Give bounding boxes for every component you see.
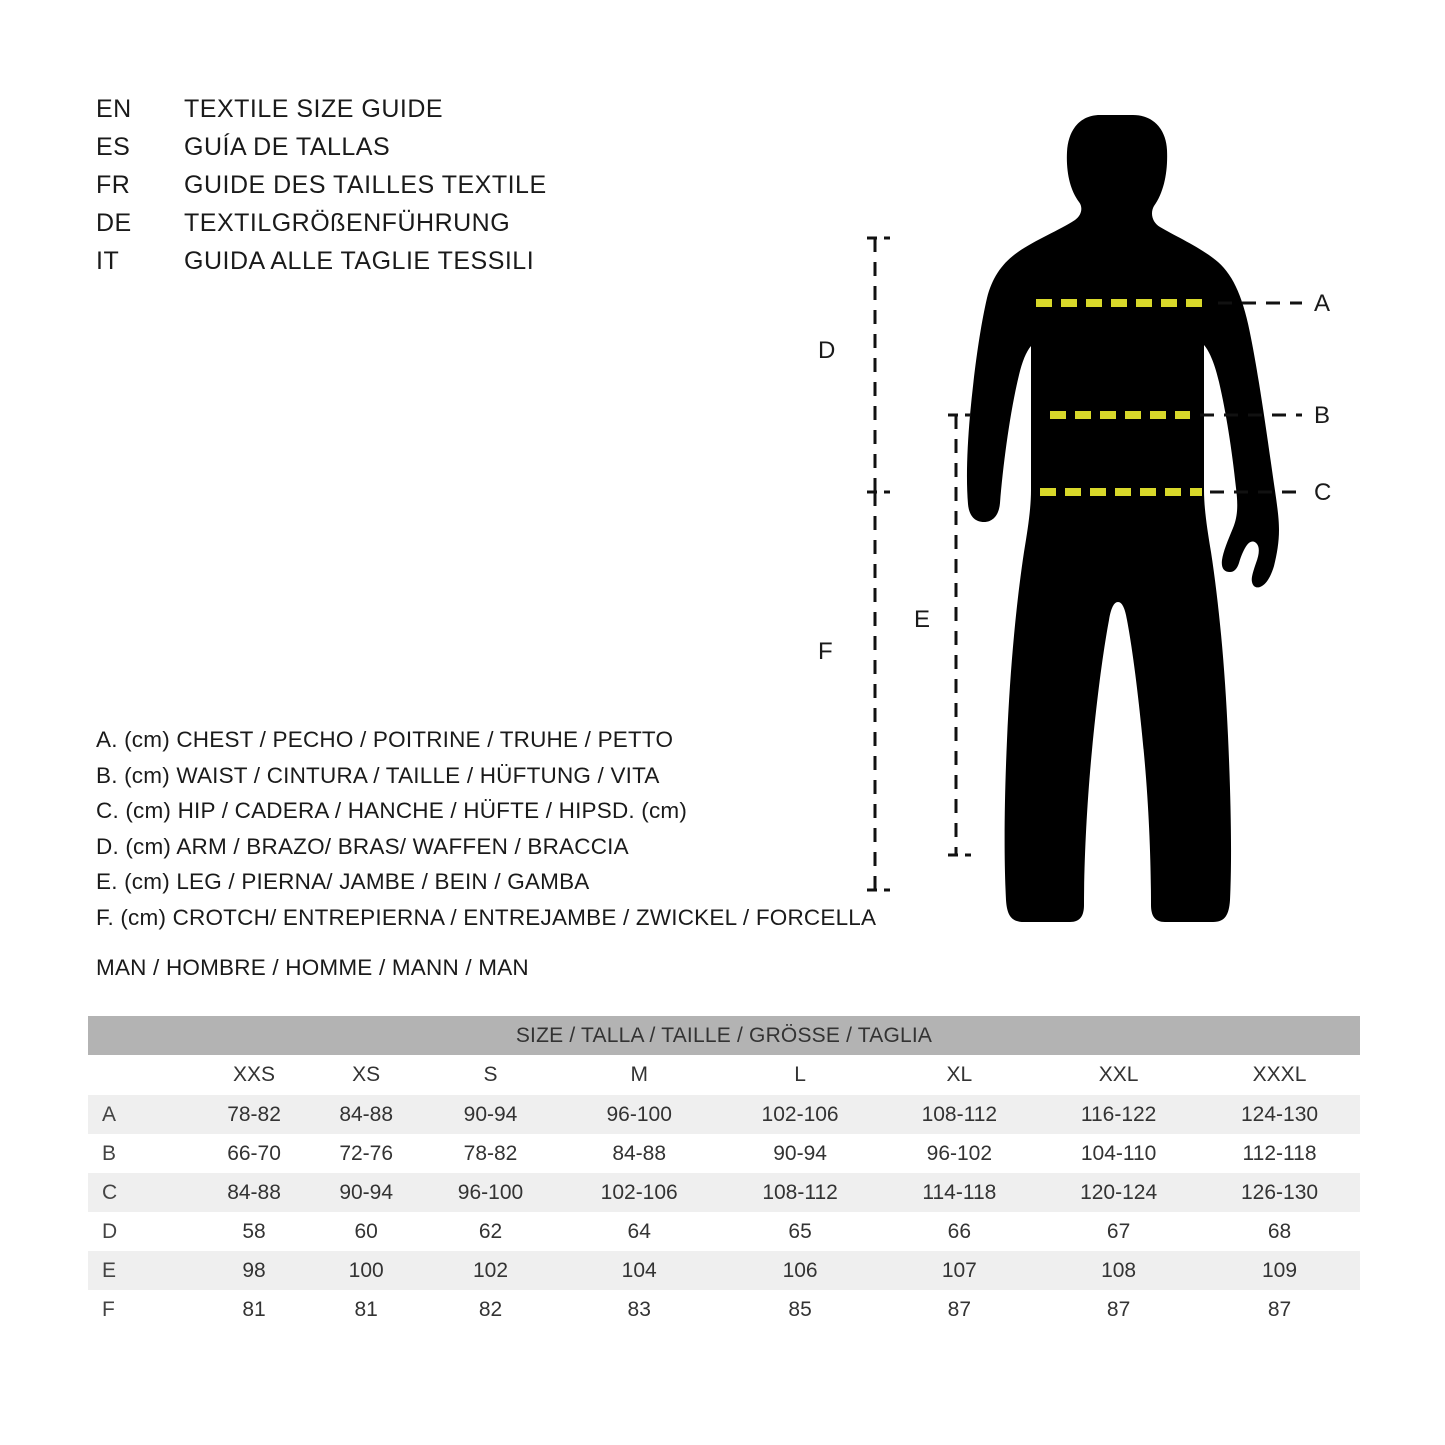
cell-e-xs: 100	[310, 1251, 422, 1290]
cell-f-xxxl: 87	[1199, 1290, 1360, 1329]
cell-f-xs: 81	[310, 1290, 422, 1329]
cell-d-xxs: 58	[198, 1212, 310, 1251]
table-col-xxl: XXL	[1038, 1055, 1199, 1095]
cell-c-xl: 114-118	[881, 1173, 1039, 1212]
table-col-xs: XS	[310, 1055, 422, 1095]
cell-e-xxs: 98	[198, 1251, 310, 1290]
cell-e-l: 106	[720, 1251, 881, 1290]
figure-label-e: E	[914, 606, 931, 633]
size-table	[88, 1016, 1360, 1329]
row-label-b: B	[88, 1134, 198, 1173]
legend-item-b: B. (cm) WAIST / CINTURA / TAILLE / HÜFTUNG / VITA	[96, 762, 660, 788]
title-row-de	[96, 204, 736, 242]
cell-e-s: 102	[422, 1251, 559, 1290]
cell-b-xxl: 104-110	[1038, 1134, 1199, 1173]
cell-b-s: 78-82	[422, 1134, 559, 1173]
cell-a-xxl: 116-122	[1038, 1095, 1199, 1134]
table-row	[88, 1173, 1360, 1212]
legend-item-e: E. (cm) LEG / PIERNA/ JAMBE / BEIN / GAMBA	[96, 869, 590, 894]
cell-d-xl: 66	[881, 1212, 1039, 1251]
row-label-d: D	[88, 1212, 198, 1251]
figure-label-c: C	[1314, 479, 1332, 506]
title-text-en: TEXTILE SIZE GUIDE	[184, 95, 444, 123]
title-lang-en: EN	[96, 95, 132, 123]
cell-d-s: 62	[422, 1212, 559, 1251]
table-column-header-row	[88, 1055, 1360, 1095]
table-col-l: L	[720, 1055, 881, 1095]
cell-a-l: 102-106	[720, 1095, 881, 1134]
title-text-es: GUÍA DE TALLAS	[184, 133, 391, 161]
legend-item-c: C. (cm) HIP / CADERA / HANCHE / HÜFTE / HIPSD. (cm)	[96, 798, 688, 823]
cell-c-xxs: 84-88	[198, 1173, 310, 1212]
table-band-label: SIZE / TALLA / TAILLE / GRÖSSE / TAGLIA	[88, 1016, 1360, 1055]
table-col-s: S	[422, 1055, 559, 1095]
row-label-a: A	[88, 1095, 198, 1134]
cell-b-xs: 72-76	[310, 1134, 422, 1173]
figure-label-a: A	[1314, 290, 1331, 317]
cell-d-xxl: 67	[1038, 1212, 1199, 1251]
cell-a-xl: 108-112	[881, 1095, 1039, 1134]
cell-b-l: 90-94	[720, 1134, 881, 1173]
legend-item-a: A. (cm) CHEST / PECHO / POITRINE / TRUHE / PETTO	[96, 727, 674, 752]
title-lang-de: DE	[96, 209, 132, 237]
title-lang-fr: FR	[96, 171, 131, 199]
title-row-es	[96, 128, 736, 166]
cell-e-xxl: 108	[1038, 1251, 1199, 1290]
cell-f-l: 85	[720, 1290, 881, 1329]
cell-d-xs: 60	[310, 1212, 422, 1251]
row-label-c: C	[88, 1173, 198, 1212]
cell-e-xl: 107	[881, 1251, 1039, 1290]
cell-f-m: 83	[559, 1290, 720, 1329]
cell-d-xxxl: 68	[1199, 1212, 1360, 1251]
title-text-it: GUIDA ALLE TAGLIE TESSILI	[184, 247, 535, 275]
cell-b-xl: 96-102	[881, 1134, 1039, 1173]
title-row-fr	[96, 166, 736, 204]
table-col-m: M	[559, 1055, 720, 1095]
figure-label-d: D	[818, 337, 836, 364]
cell-c-xxxl: 126-130	[1199, 1173, 1360, 1212]
title-text-de: TEXTILGRÖßENFÜHRUNG	[184, 209, 511, 237]
cell-e-m: 104	[559, 1251, 720, 1290]
table-col-xl: XL	[881, 1055, 1039, 1095]
table-row	[88, 1095, 1360, 1134]
cell-d-m: 64	[559, 1212, 720, 1251]
table-row	[88, 1290, 1360, 1329]
cell-f-xxl: 87	[1038, 1290, 1199, 1329]
cell-c-l: 108-112	[720, 1173, 881, 1212]
cell-b-m: 84-88	[559, 1134, 720, 1173]
table-band-row	[88, 1016, 1360, 1055]
cell-d-l: 65	[720, 1212, 881, 1251]
table-col-xxs: XXS	[198, 1055, 310, 1095]
cell-a-m: 96-100	[559, 1095, 720, 1134]
size-table-wrapper	[88, 1016, 1360, 1329]
cell-f-xxs: 81	[198, 1290, 310, 1329]
legend-item-d: D. (cm) ARM / BRAZO/ BRAS/ WAFFEN / BRACCIA	[96, 833, 629, 859]
figure-label-f: F	[818, 638, 833, 665]
cell-f-s: 82	[422, 1290, 559, 1329]
cell-a-s: 90-94	[422, 1095, 559, 1134]
title-row-en	[96, 90, 736, 128]
table-row	[88, 1212, 1360, 1251]
table-corner-cell	[88, 1055, 198, 1095]
figure-label-b: B	[1314, 402, 1331, 429]
row-label-e: E	[88, 1251, 198, 1290]
row-label-f: F	[88, 1290, 198, 1329]
gender-label: MAN / HOMBRE / HOMME / MANN / MAN	[96, 955, 529, 980]
title-text-fr: GUIDE DES TAILLES TEXTILE	[184, 171, 547, 199]
cell-e-xxxl: 109	[1199, 1251, 1360, 1290]
table-row	[88, 1251, 1360, 1290]
table-row	[88, 1134, 1360, 1173]
male-silhouette-icon	[967, 115, 1279, 922]
title-lang-it: IT	[96, 247, 120, 275]
title-lang-es: ES	[96, 133, 131, 161]
legend-item-f: F. (cm) CROTCH/ ENTREPIERNA / ENTREJAMBE / ZWICKEL / FORCELLA	[96, 904, 877, 930]
cell-a-xs: 84-88	[310, 1095, 422, 1134]
title-row-it	[96, 242, 736, 280]
cell-c-xs: 90-94	[310, 1173, 422, 1212]
cell-c-m: 102-106	[559, 1173, 720, 1212]
cell-a-xxxl: 124-130	[1199, 1095, 1360, 1134]
cell-b-xxs: 66-70	[198, 1134, 310, 1173]
cell-c-xxl: 120-124	[1038, 1173, 1199, 1212]
cell-c-s: 96-100	[422, 1173, 559, 1212]
legend-block	[96, 722, 896, 935]
title-block	[96, 90, 736, 280]
table-col-xxxl: XXXL	[1199, 1055, 1360, 1095]
cell-f-xl: 87	[881, 1290, 1039, 1329]
cell-b-xxxl: 112-118	[1199, 1134, 1360, 1173]
arm-measure-bracket	[867, 238, 890, 492]
cell-a-xxs: 78-82	[198, 1095, 310, 1134]
